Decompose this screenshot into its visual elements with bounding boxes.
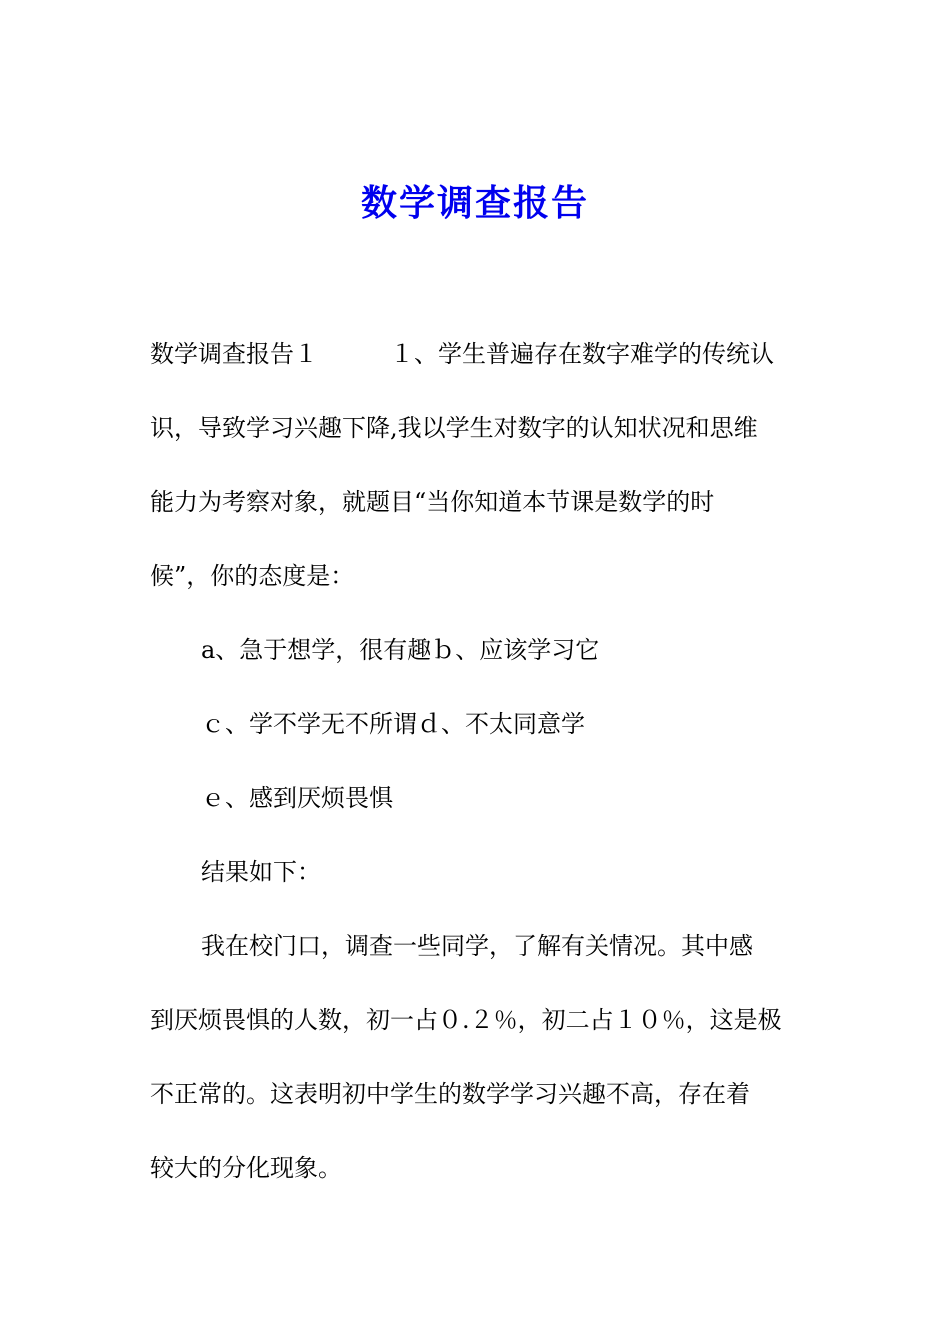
body-line: 到厌烦畏惧的人数，初一占０.２％，初二占１０％，这是极 (150, 1006, 782, 1034)
option-line-a-b: a、急于想学，很有趣ｂ、应该学习它 (201, 636, 600, 664)
option-line-c-d: ｃ、学不学无不所谓ｄ、不太同意学 (201, 710, 585, 738)
body-line: 不正常的。这表明初中学生的数学学习兴趣不高，存在着 (150, 1080, 750, 1108)
body-line: 识，导致学习兴趣下降,我以学生对数字的认知状况和思维 (150, 414, 758, 442)
option-line-e: ｅ、感到厌烦畏惧 (201, 784, 393, 812)
body-line: 候”，你的态度是： (150, 562, 355, 590)
document-body (150, 332, 810, 1220)
results-heading: 结果如下： (201, 858, 321, 886)
body-line: 我在校门口，调查一些同学，了解有关情况。其中感 (201, 932, 753, 960)
body-line: 能力为考察对象，就题目“当你知道本节课是数学的时 (150, 488, 715, 516)
body-line: 较大的分化现象。 (150, 1154, 342, 1182)
document-title: 数学调查报告 (360, 183, 589, 224)
body-line: 数学调查报告１ １、学生普遍存在数字难学的传统认 (150, 340, 774, 368)
